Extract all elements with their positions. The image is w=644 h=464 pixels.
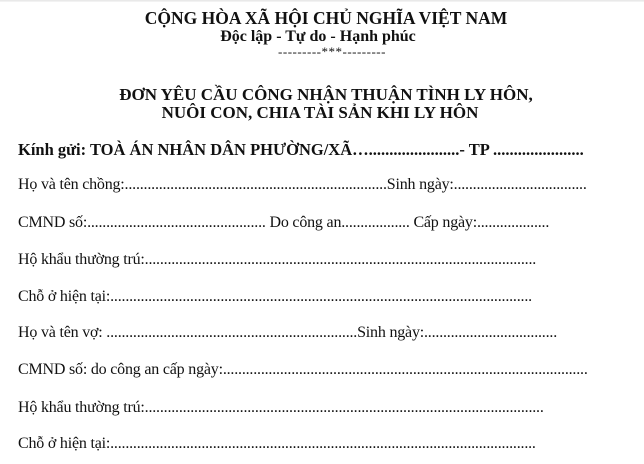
header-separator: ---------***--------- [278, 44, 386, 59]
nation-header: CỘNG HÒA XÃ HỘI CHỦ NGHĨA VIỆT NAM [144, 8, 508, 28]
husband-name-field: Họ và tên chồng:.....................................................................Sinh ngày:................................... [18, 176, 587, 193]
husband-residence-field: Hộ khẩu thường trú:....................................................................................................... [18, 251, 537, 268]
document-title-line-1: ĐƠN YÊU CẦU CÔNG NHẬN THUẬN TÌNH LY HÔN, [119, 85, 533, 104]
wife-id-field: CMND số: do công an cấp ngày:................................................................................................ [18, 361, 588, 378]
wife-current-address-field: Chỗ ở hiện tại:................................................................................................................ [18, 435, 536, 452]
husband-id-field: CMND số:............................................... Do công an.................. Cấp ngày:................... [18, 214, 550, 231]
motto-header: Độc lập - Tự do - Hạnh phúc [220, 28, 416, 45]
recipient-line: Kính gửi: TOÀ ÁN NHÂN DÂN PHƯỜNG/XÃ…......................- TP ...................... [18, 140, 584, 159]
wife-name-field: Họ và tên vợ: ..................................................................Sinh ngày:................................... [18, 324, 558, 341]
document-title-line-2: NUÔI CON, CHIA TÀI SẢN KHI LY HÔN [161, 103, 479, 122]
page-top-edge [0, 0, 644, 2]
husband-current-address-field: Chỗ ở hiện tại:............................................................................................................... [18, 288, 532, 305]
wife-residence-field: Hộ khẩu thường trú:......................................................................................................... [18, 399, 544, 416]
